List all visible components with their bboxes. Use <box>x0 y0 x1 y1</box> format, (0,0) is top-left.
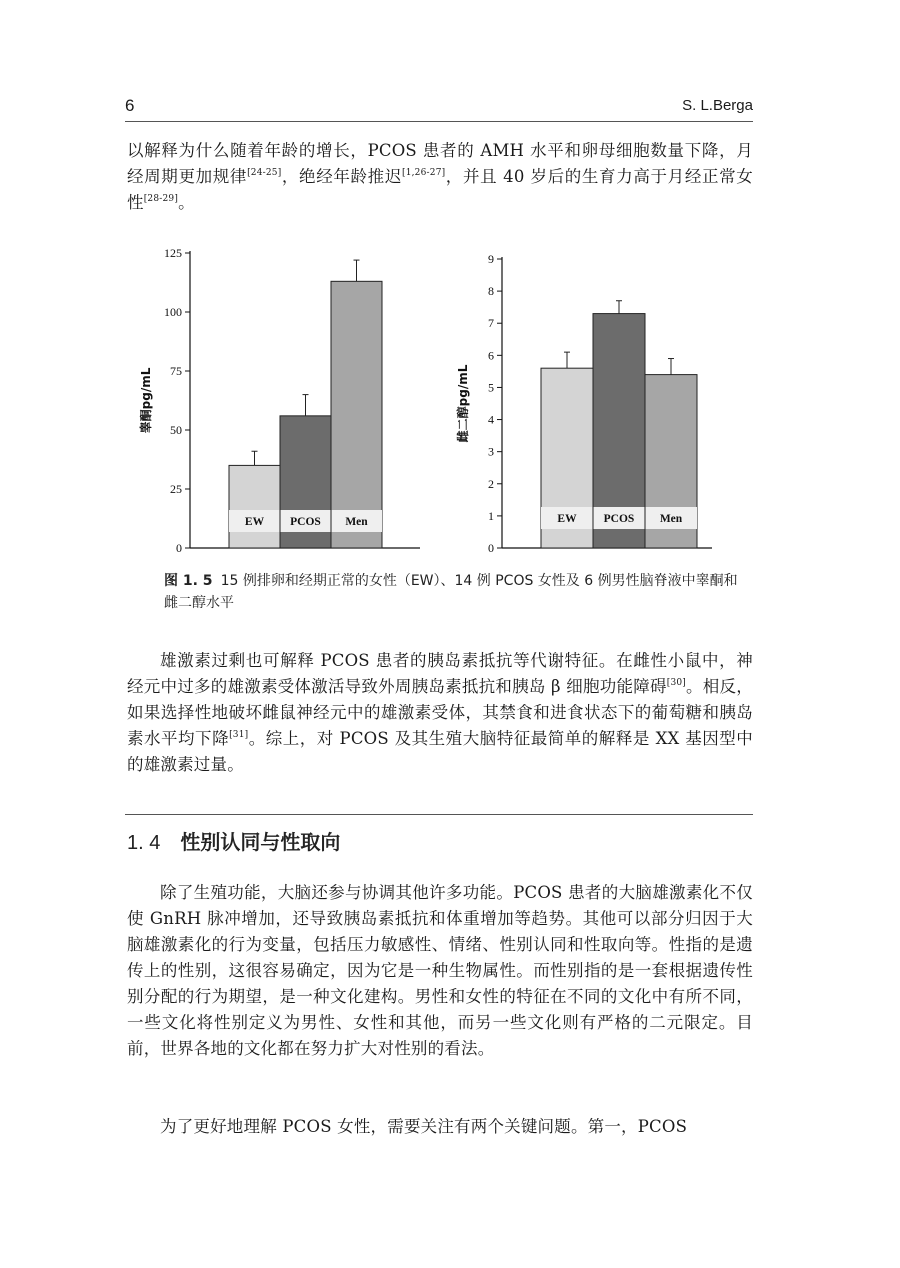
paragraph-1 <box>127 138 753 216</box>
y-tick-label: 75 <box>170 364 182 378</box>
section-rule <box>125 814 753 815</box>
testosterone-chart <box>138 246 420 555</box>
y-axis-label: 雌二醇pg/mL <box>456 364 470 443</box>
y-tick-label: 1 <box>488 508 494 523</box>
y-tick-label: 2 <box>488 476 494 491</box>
figure-charts <box>0 235 900 565</box>
bar-category-label: Men <box>659 513 683 525</box>
citation: [30] <box>666 677 687 688</box>
citation: [31] <box>229 729 249 740</box>
paragraph-2-text: 雄激素过剩也可解释 PCOS 患者的胰岛素抵抗等代谢特征。在雌性小鼠中，神经元中过多的雄激素受体激活导致外周胰岛素抵抗和胰岛 β 细胞功能障碍 <box>127 651 753 696</box>
bar-category-label: PCOS <box>290 516 321 528</box>
y-tick-label: 3 <box>488 444 494 459</box>
citation: [24-25] <box>247 167 282 178</box>
paragraph-2-text: 。相反，如果选择性地破坏雌鼠神经元中的雄激素受体，其禁食和进食状态下的葡萄糖和胰岛素水平均下降 <box>127 677 753 748</box>
paragraph-2 <box>127 648 753 778</box>
y-tick-label: 6 <box>488 348 494 363</box>
y-tick-label: 4 <box>488 412 494 427</box>
paragraph-1-text: 。 <box>178 193 195 212</box>
y-tick-label: 9 <box>488 252 494 266</box>
y-tick-label: 7 <box>488 316 494 331</box>
y-tick-label: 125 <box>164 246 182 260</box>
bar-category-label: EW <box>557 513 577 525</box>
bar-category-label: PCOS <box>603 513 635 525</box>
section-title: 性别认同与性取向 <box>180 830 341 854</box>
page-header <box>125 96 753 118</box>
section-heading <box>127 826 340 855</box>
figure-caption <box>164 570 744 614</box>
y-tick-label: 5 <box>488 380 494 395</box>
y-tick-label: 0 <box>488 541 494 555</box>
bar-category-label: EW <box>244 516 265 528</box>
y-tick-label: 25 <box>170 482 182 496</box>
page-number: 6 <box>125 96 135 115</box>
y-tick-label: 100 <box>164 305 182 319</box>
y-tick-label: 0 <box>176 541 182 555</box>
y-axis-label: 睾酮pg/mL <box>139 367 153 434</box>
y-tick-label: 50 <box>170 423 182 437</box>
citation: [28-29] <box>143 193 179 204</box>
figure-caption-text: 15 例排卵和经期正常的女性（EW）、14 例 PCOS 女性及 6 例男性脑脊液中睾酮和雌二醇水平 <box>164 573 738 611</box>
paragraph-2-text: 。综上，对 PCOS 及其生殖大脑特征最简单的解释是 XX 基因型中的雄激素过量。 <box>127 729 753 774</box>
bar <box>331 281 382 548</box>
running-head: S. L.Berga <box>682 97 753 114</box>
y-tick-label: 8 <box>488 284 494 299</box>
paragraph-1-text: ，并且 40 岁后的生育力高于月经正常女性 <box>127 167 753 212</box>
paragraph-3: 除了生殖功能，大脑还参与协调其他许多功能。PCOS 患者的大脑雄激素化不仅使 GnRH 脉冲增加，还导致胰岛素抵抗和体重增加等趋势。其他可以部分归因于大脑雄激素化的行为变量，包括压力敏感性、情绪、性别认同和性取向等。性指的是遗传上的性别，这很容易确定，因为它是一种生物属性。而性别指的是一套根据遗传性别分配的行为期望，是一种文化建构。男性和女性的特征在不同的文化中有所不同，一些文化将性别定义为男性、女性和其他，而另一些文化则有严格的二元限定。目前，世界各地的文化都在努力扩大对性别的看法。 <box>127 883 753 1058</box>
bar-category-label: Men <box>345 516 368 528</box>
figure-label: 图 1. 5 <box>164 573 213 589</box>
estradiol-chart <box>455 252 712 555</box>
section-number: 1. 4 <box>127 832 161 854</box>
paragraph-4: 为了更好地理解 PCOS 女性，需要关注有两个关键问题。第一，PCOS <box>160 1117 688 1136</box>
bar <box>229 465 280 548</box>
paragraph-1-text: 以解释为什么随着年龄的增长，PCOS 患者的 AMH 水平和卵母细胞数量下降，月经周期更加规律 <box>127 141 753 186</box>
citation: [1,26-27] <box>401 167 446 178</box>
header-rule <box>125 121 753 122</box>
paragraph-1-text: ，绝经年龄推迟 <box>281 167 402 186</box>
